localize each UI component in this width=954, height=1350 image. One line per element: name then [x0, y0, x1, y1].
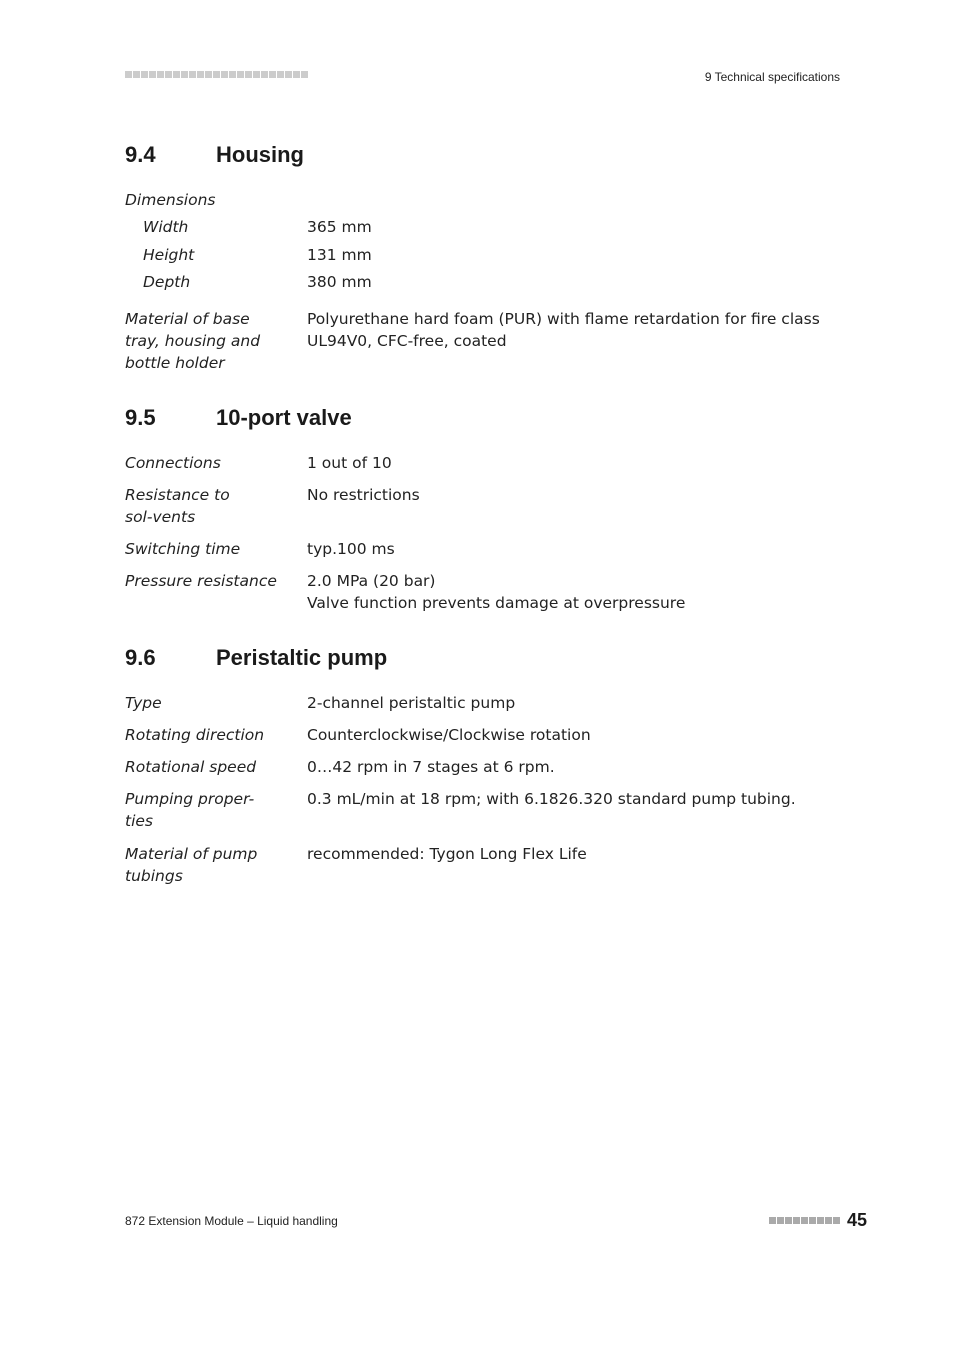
section-number: 9.4 — [125, 142, 156, 167]
section-title: Housing — [216, 142, 304, 167]
spec-label: Connections — [125, 454, 221, 472]
section-title: Peristaltic pump — [216, 645, 388, 670]
spec-value: 1 out of 10 — [307, 454, 392, 472]
footer-title: 872 Extension Module – Liquid handling — [125, 1214, 338, 1228]
section-peristaltic-pump — [125, 643, 845, 885]
section-10-port-valve — [125, 403, 845, 612]
spec-value: 131 mm — [307, 246, 372, 264]
section-heading — [125, 140, 845, 170]
section-heading — [125, 403, 845, 433]
spec-value-line: Valve function prevents damage at overpressure — [307, 594, 686, 612]
spec-label: Pumping proper-ties — [125, 790, 255, 830]
spec-value: 0.3 mL/min at 18 rpm; with 6.1826.320 standard pump tubing. — [307, 790, 796, 808]
spec-label: Type — [125, 694, 162, 712]
spec-value: recommended: Tygon Long Flex Life — [307, 845, 587, 863]
spec-value: 365 mm — [307, 218, 372, 236]
spec-value-line: 2.0 MPa (20 bar) — [307, 572, 436, 590]
page-number: 45 — [846, 1210, 867, 1230]
spec-value: Polyurethane hard foam (PUR) with flame retardation for fire class UL94V0, CFC-free, coated — [307, 310, 820, 350]
spec-value: 2-channel peristaltic pump — [307, 694, 516, 712]
spec-value: 380 mm — [307, 273, 372, 291]
section-housing — [125, 140, 845, 372]
spec-value: 0…42 rpm in 7 stages at 6 rpm. — [307, 758, 555, 776]
spec-value: Counterclockwise/Clockwise rotation — [307, 726, 591, 744]
spec-label: Resistance to sol-vents — [125, 486, 230, 526]
spec-label: Width — [143, 218, 189, 236]
spec-label: Depth — [143, 273, 191, 291]
spec-value: No restrictions — [307, 486, 420, 504]
spec-label: Rotating direction — [125, 726, 265, 744]
section-title: 10-port valve — [216, 405, 352, 430]
section-heading — [125, 643, 845, 673]
spec-value: typ.100 ms — [307, 540, 395, 558]
spec-label: Switching time — [125, 540, 241, 558]
header-decoration — [125, 71, 308, 78]
spec-value — [307, 570, 847, 614]
spec-label: Pressure resistance — [125, 572, 277, 590]
spec-label: Dimensions — [125, 191, 216, 209]
footer-page — [769, 1210, 867, 1231]
spec-label: Height — [143, 246, 195, 264]
section-number: 9.5 — [125, 405, 156, 430]
spec-label: Material of pump tubings — [125, 845, 258, 885]
spec-label: Rotational speed — [125, 758, 257, 776]
section-number: 9.6 — [125, 645, 156, 670]
running-header: 9 Technical specifications — [704, 70, 840, 84]
spec-label: Material of base tray, housing and bottle holder — [125, 310, 261, 372]
